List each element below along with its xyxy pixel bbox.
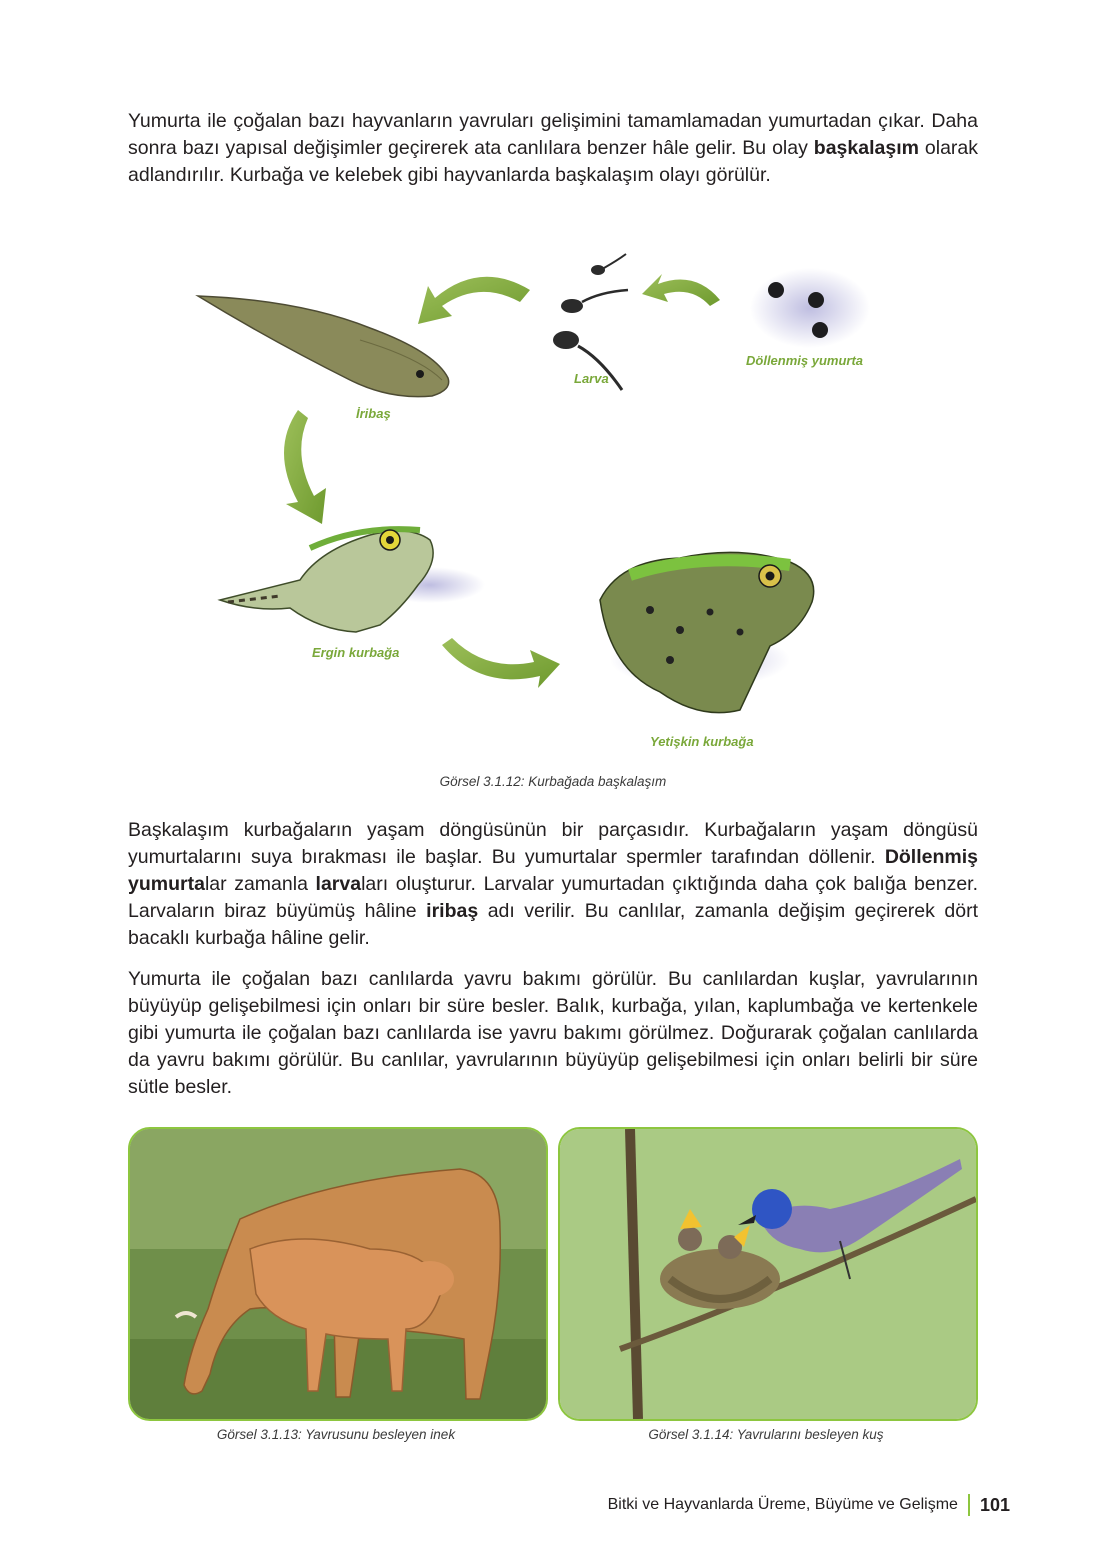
- paragraph-text: ları oluşturur. Larvalar yumurtadan çıktığında daha çok balığa benzer. Larvaların biraz büyümüş hâline: [128, 873, 979, 922]
- label-adult-frog: Yetişkin kurbağa: [650, 734, 754, 749]
- term-metamorphosis: başkalaşım: [813, 137, 919, 159]
- term-fertilized-egg: Döllenmiş yumurta: [128, 846, 978, 895]
- arrow-tadpole-to-young-frog-icon: [284, 410, 326, 524]
- arrow-egg-to-larva-icon: [642, 274, 720, 306]
- paragraph-text: olarak adlandırılır. Kurbağa ve kelebek gibi hayvanlarda başkalaşım olayı görülür.: [128, 137, 978, 186]
- label-larva: Larva: [574, 371, 609, 386]
- tadpole-illustration: [198, 296, 449, 397]
- term-larva: larva: [315, 873, 362, 895]
- page-footer: [608, 1494, 1010, 1516]
- paragraph-text: lar zamanla: [204, 873, 316, 895]
- arrow-young-frog-to-adult-icon: [442, 638, 560, 688]
- paragraph-text: adı verilir. Bu canlılar, zamanla değişim geçirerek dört bacaklı kurbağa hâline gelir.: [128, 900, 978, 949]
- larva-illustration: [553, 254, 628, 390]
- term-tadpole: iribaş: [426, 900, 479, 922]
- chapter-title: Bitki ve Hayvanlarda Üreme, Büyüme ve Gelişme: [607, 1496, 958, 1513]
- cow-photo: [128, 1127, 548, 1421]
- adult-frog-illustration: [600, 552, 814, 712]
- intro-paragraph: [128, 108, 978, 189]
- bird-photo: [558, 1127, 978, 1421]
- page-number: 101: [979, 1494, 1010, 1515]
- paragraph-text: Başkalaşım kurbağaların yaşam döngüsünün bir parçasıdır. Kurbağaların yaşam döngüsü yumurtalarını suya bırakması ile başlar. Bu yumurtalar spermler tarafından döllenir.: [128, 819, 978, 868]
- arrow-larva-to-tadpole-icon: [418, 277, 530, 324]
- life-cycle-paragraph: [128, 817, 978, 952]
- young-frog-illustration: [220, 529, 485, 632]
- label-young-frog: Ergin kurbağa: [312, 645, 400, 660]
- bird-photo-caption: Görsel 3.1.14: Yavrularını besleyen kuş: [648, 1427, 884, 1442]
- diagram-caption: Görsel 3.1.12: Kurbağada başkalaşım: [439, 774, 667, 789]
- parental-care-paragraph: Yumurta ile çoğalan bazı canlılarda yavru bakımı görülür. Bu canlılardan kuşlar, yavrularının büyüyüp gelişebilmesi için onları bir süre besler. Balık, kurbağa, yılan, kaplumbağa ve kertenkele gibi yumurta ile çoğalan bazı canlılarda ise yavru bakımı görülmez. Doğurarak çoğalan canlılarda da yavru bakımı görülür. Bu canlılar, yavrularının büyüyüp gelişebilmesi için onları belirli bir süre sütle besler.: [128, 968, 978, 1098]
- cow-photo-caption: Görsel 3.1.13: Yavrusunu besleyen inek: [216, 1427, 456, 1442]
- paragraph-text: Yumurta ile çoğalan bazı hayvanların yavruları gelişimini tamamlamadan yumurtadan çıkar. Daha sonra bazı yapısal değişimler geçirerek ata canlılara benzer hâle gelir. Bu olay: [128, 110, 978, 159]
- footer-divider: [968, 1494, 970, 1516]
- diagram-illustration: [180, 240, 900, 760]
- fertilized-egg-illustration: [750, 268, 870, 348]
- frog-metamorphosis-diagram: [180, 240, 900, 760]
- label-fertilized-egg: Döllenmiş yumurta: [746, 353, 864, 368]
- label-tadpole: İribaş: [356, 406, 391, 421]
